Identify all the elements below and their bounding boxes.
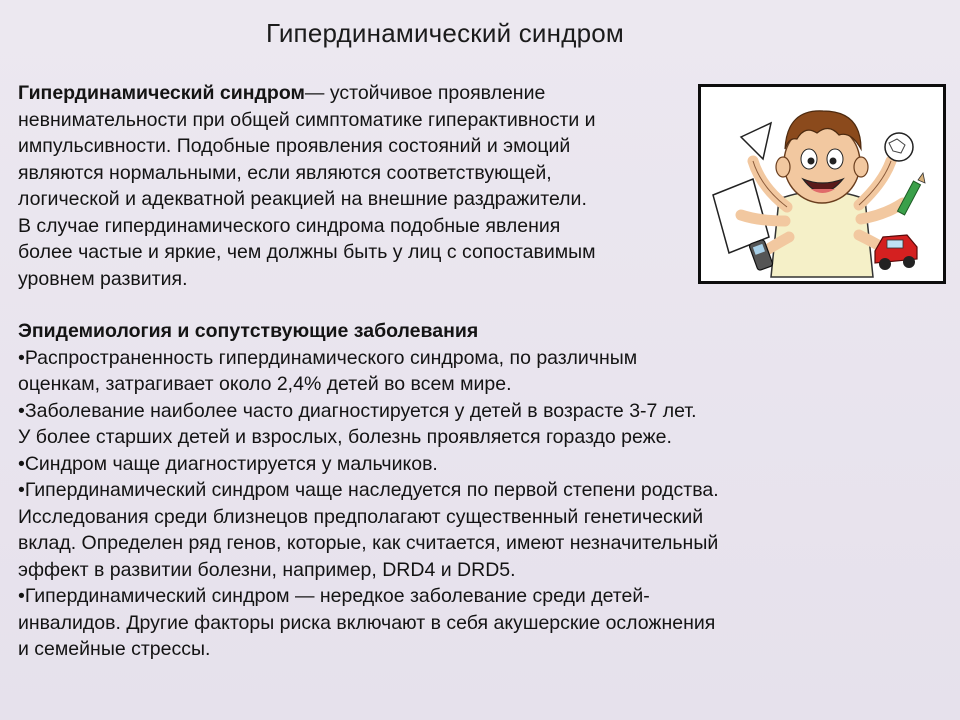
intro-line: являются нормальными, если являются соответствующей,: [18, 161, 552, 184]
section-line: •Гипердинамический синдром чаще наследуется по первой степени родства.: [18, 479, 719, 501]
section-line: •Заболевание наиболее часто диагностируется у детей в возрасте 3-7 лет.: [18, 399, 697, 422]
section-line: инвалидов. Другие факторы риска включают в себя акушерские осложнения: [18, 611, 716, 634]
intro-line: импульсивности. Подобные проявления состояний и эмоций: [18, 135, 571, 157]
intro-line: логической и адекватной реакцией на внешние раздражители.: [18, 188, 587, 210]
section-line: Исследования среди близнецов предполагают существенный генетический: [18, 505, 704, 528]
intro-line: В случае гипердинамического синдрома подобные явления: [18, 214, 561, 237]
epidemiology-section: [18, 318, 918, 663]
section-line: эффект в развитии болезни, например, DRD4 и DRD5.: [18, 558, 516, 581]
section-heading: Эпидемиология и сопутствующие заболевания: [18, 320, 479, 342]
section-line: •Распространенность гипердинамического синдрома, по различным: [18, 346, 638, 369]
intro-line: невнимательности при общей симптоматике гиперактивности и: [18, 108, 596, 131]
illustration-frame: [698, 84, 946, 284]
hyperactive-child-illustration-icon: [701, 87, 943, 281]
intro-line: [18, 80, 698, 107]
section-line: •Синдром чаще диагностируется у мальчиков.: [18, 452, 438, 475]
section-line: и семейные стрессы.: [18, 638, 211, 660]
section-line: оценкам, затрагивает около 2,4% детей во всем мире.: [18, 373, 512, 395]
intro-line-text: — устойчивое проявление: [304, 82, 546, 104]
paper-ball-icon: [885, 133, 913, 161]
section-line: У более старших детей и взрослых, болезнь проявляется гораздо реже.: [18, 426, 672, 448]
section-line: вклад. Определен ряд генов, которые, как считается, имеют незначительный: [18, 532, 719, 554]
intro-line: более частые и яркие, чем должны быть у лиц с сопоставимым: [18, 241, 596, 263]
intro-line: уровнем развития.: [18, 267, 188, 290]
intro-lead-term: Гипердинамический синдром: [18, 82, 305, 104]
intro-paragraph: [18, 80, 698, 292]
slide-title: Гипердинамический синдром: [266, 18, 624, 48]
section-line: •Гипердинамический синдром — нередкое заболевание среди детей-: [18, 585, 650, 607]
